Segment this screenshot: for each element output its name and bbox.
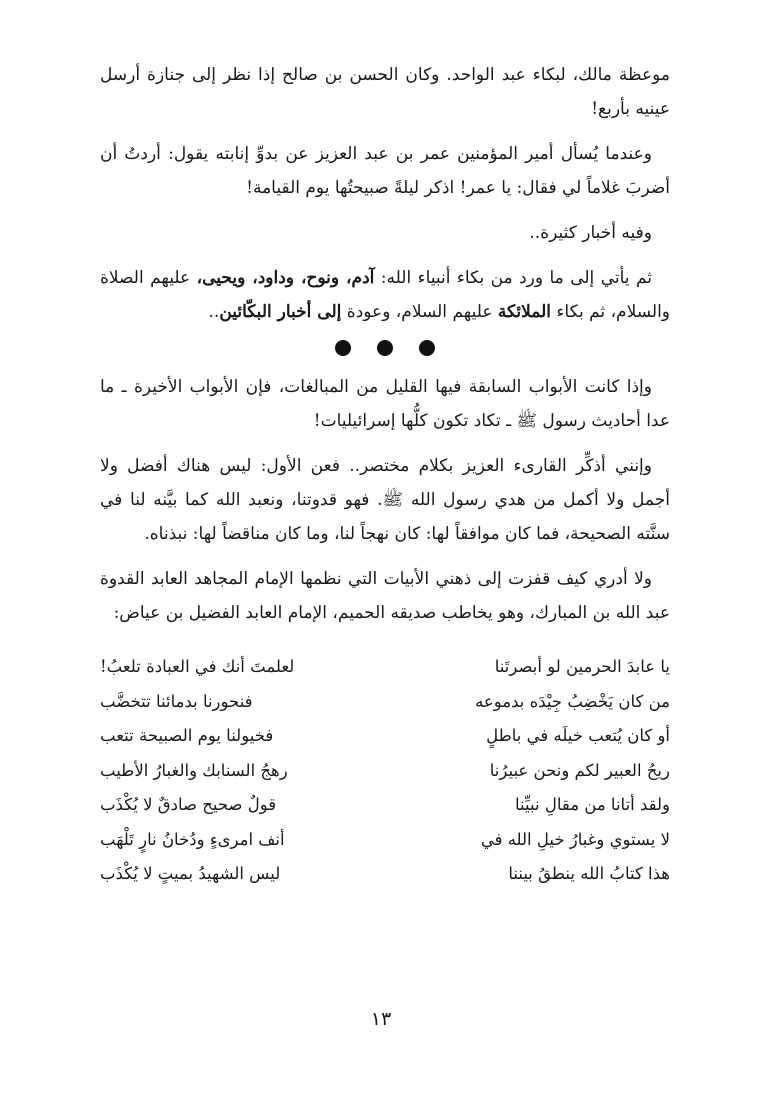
angels-term: الملائكة xyxy=(497,302,552,322)
prophets-names: آدم، ونوح، وداود، ويحيى، xyxy=(196,268,375,288)
separator-dot-icon xyxy=(377,340,393,356)
poem-verse xyxy=(100,719,670,754)
page-body xyxy=(100,58,670,892)
verse-first-half: هذا كتابُ الله ينطقُ بيننا xyxy=(508,864,670,884)
poem-verse xyxy=(100,685,670,720)
paragraph-5: وإذا كانت الأبواب السابقة فيها القليل من المبالغات، فإن الأبواب الأخيرة ـ ما عدا أحاديث رسول ﷺ ـ تكاد تكون كلُّها إسرائيليات! xyxy=(100,377,670,431)
verse-second-half: فنحورنا بدمائنا تتخضَّب xyxy=(100,691,253,711)
poem xyxy=(100,650,670,892)
poem-verse xyxy=(100,823,670,858)
verse-second-half: فخيولنا يوم الصبيحة تتعب xyxy=(100,726,274,746)
paragraph-4-text-b: عليهم الصلاة والسلام، ثم بكاء xyxy=(100,268,670,322)
poem-verse xyxy=(100,857,670,892)
verse-first-half: ريحُ العبير لكم ونحن عبيرُنا xyxy=(489,760,670,780)
verse-first-half: يا عابدَ الحرمين لو أبصرتَنا xyxy=(494,657,670,677)
paragraph-7: ولا أدري كيف قفزت إلى ذهني الأبيات التي نظمها الإمام المجاهد العابد القدوة عبد الله بن المبارك، وهو يخاطب صديقه الحميم، الإمام العابد الفضيل بن عياض: xyxy=(100,569,670,623)
verse-second-half: ليس الشهيدُ بميتٍ لا يُكْذَب xyxy=(100,864,281,884)
verse-second-half: رهجُ السنابك والغبارُ الأطيب xyxy=(100,760,288,780)
separator-dot-icon xyxy=(419,340,435,356)
verse-second-half: أنف امرىءٍ ودُخانُ نارٍ تَلْهَب xyxy=(100,829,285,849)
paragraph-1: موعظة مالك، لبكاء عبد الواحد. وكان الحسن بن صالح إذا نظر إلى جنازة أرسل عينيه بأربع! xyxy=(100,65,670,119)
poem-verse xyxy=(100,788,670,823)
weepers-term: إلى أخبار البكّائين xyxy=(219,302,342,322)
separator-dot-icon xyxy=(335,340,351,356)
paragraph-4-text-d: .. xyxy=(208,302,220,322)
paragraph-4 xyxy=(100,261,670,329)
paragraph-4-text-c: عليهم السلام، وعودة xyxy=(341,302,498,322)
verse-first-half: لا يستوي وغبارُ خيلِ الله في xyxy=(480,829,670,849)
poem-verse xyxy=(100,650,670,685)
paragraph-6: وإنني أذكِّر القارىء العزيز بكلام مختصر.. فعن الأول: ليس هناك أفضل ولا أجمل ولا أكمل من هدي رسول الله ﷺ. فهو قدوتنا، ونعبد الله كما بيَّنه لنا في سنَّته الصحيحة، فما كان موافقاً لها: كان نهجاً لنا، وما كان مناقضاً لها: نبذناه. xyxy=(100,456,670,544)
paragraph-4-text-a: ثم يأتي إلى ما ورد من بكاء أنبياء الله: xyxy=(374,268,652,288)
poem-verse xyxy=(100,754,670,789)
section-separator xyxy=(100,340,670,356)
page-number: ١٣ xyxy=(370,1008,392,1030)
paragraph-3: وفيه أخبار كثيرة.. xyxy=(529,223,652,243)
verse-first-half: ولقد أتانا من مقالِ نبيِّنا xyxy=(515,795,670,815)
verse-second-half: لعلمتَ أنك في العبادة تلعبُ! xyxy=(100,657,295,677)
paragraph-2: وعندما يُسأل أمير المؤمنين عمر بن عبد العزيز عن بدوِّ إنابته يقول: أردتُ أن أضربَ غلاماً لي فقال: يا عمر! اذكر ليلةً صبيحتُها يوم القيامة! xyxy=(100,144,670,198)
verse-first-half: أو كان يُتعب خيلَه في باطلٍ xyxy=(486,726,670,746)
verse-second-half: قولٌ صحيح صادقٌ لا يُكْذَب xyxy=(100,795,277,815)
verse-first-half: من كان يَخْضِبُ جِيْدَه بدموعه xyxy=(475,691,670,711)
